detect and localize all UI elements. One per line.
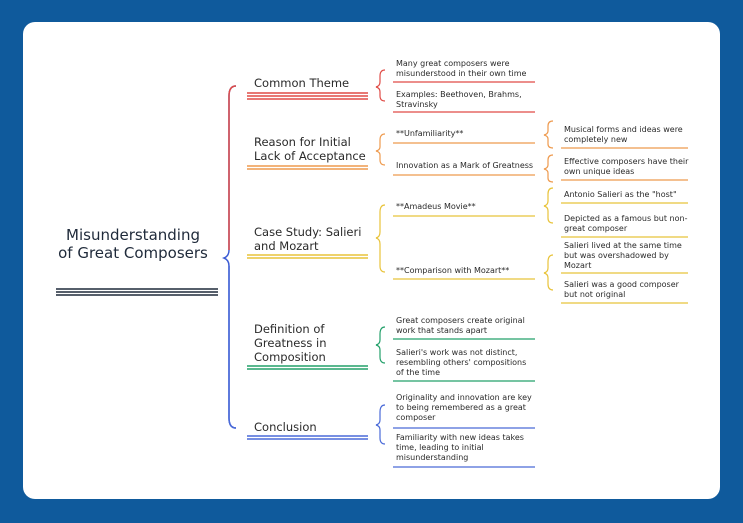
node-innovation[interactable]: Innovation as a Mark of Greatness [396, 161, 534, 170]
leaf-conclusion-1[interactable]: Originality and innovation are key to being remembered as a great composer [396, 393, 532, 422]
node-amadeus-movie[interactable]: **Amadeus Movie** [396, 202, 476, 211]
leaf-unfamiliarity-1[interactable]: Musical forms and ideas were completely new [564, 125, 683, 144]
leaf-definition-1[interactable]: Great composers create original work that stands apart [396, 316, 525, 335]
branch-common-theme[interactable]: Common Theme [254, 76, 350, 90]
leaf-common-theme-2[interactable]: Examples: Beethoven, Brahms, Stravinsky [396, 90, 522, 109]
branch-conclusion[interactable]: Conclusion [254, 420, 317, 434]
root-brace [224, 86, 236, 428]
root-node[interactable]: Misunderstanding of Great Composers [58, 226, 208, 262]
leaf-definition-2[interactable]: Salieri's work was not distinct, resembling others' compositions of the time [396, 348, 527, 377]
leaf-common-theme-1[interactable]: Many great composers were misunderstood in their own time [396, 59, 527, 78]
leaf-amadeus-2[interactable]: Depicted as a famous but non-great composer [564, 214, 688, 233]
leaf-innovation-1[interactable]: Effective composers have their own unique ideas [564, 157, 689, 176]
node-unfamiliarity[interactable]: **Unfamiliarity** [396, 129, 464, 138]
leaf-comparison-1[interactable]: Salieri lived at the same time but was overshadowed by Mozart [564, 241, 682, 270]
leaf-conclusion-2[interactable]: Familiarity with new ideas takes time, leading to initial misunderstanding [396, 433, 524, 462]
branch-case-study[interactable]: Case Study: Salieri and Mozart [254, 225, 362, 253]
leaf-comparison-2[interactable]: Salieri was a good composer but not original [564, 280, 679, 299]
leaf-amadeus-1[interactable]: Antonio Salieri as the "host" [564, 190, 677, 199]
node-comparison-mozart[interactable]: **Comparison with Mozart** [396, 266, 510, 275]
branch-reason-lack-acceptance[interactable]: Reason for Initial Lack of Acceptance [254, 135, 366, 163]
branch-definition-greatness[interactable]: Definition of Greatness in Composition [254, 322, 327, 364]
